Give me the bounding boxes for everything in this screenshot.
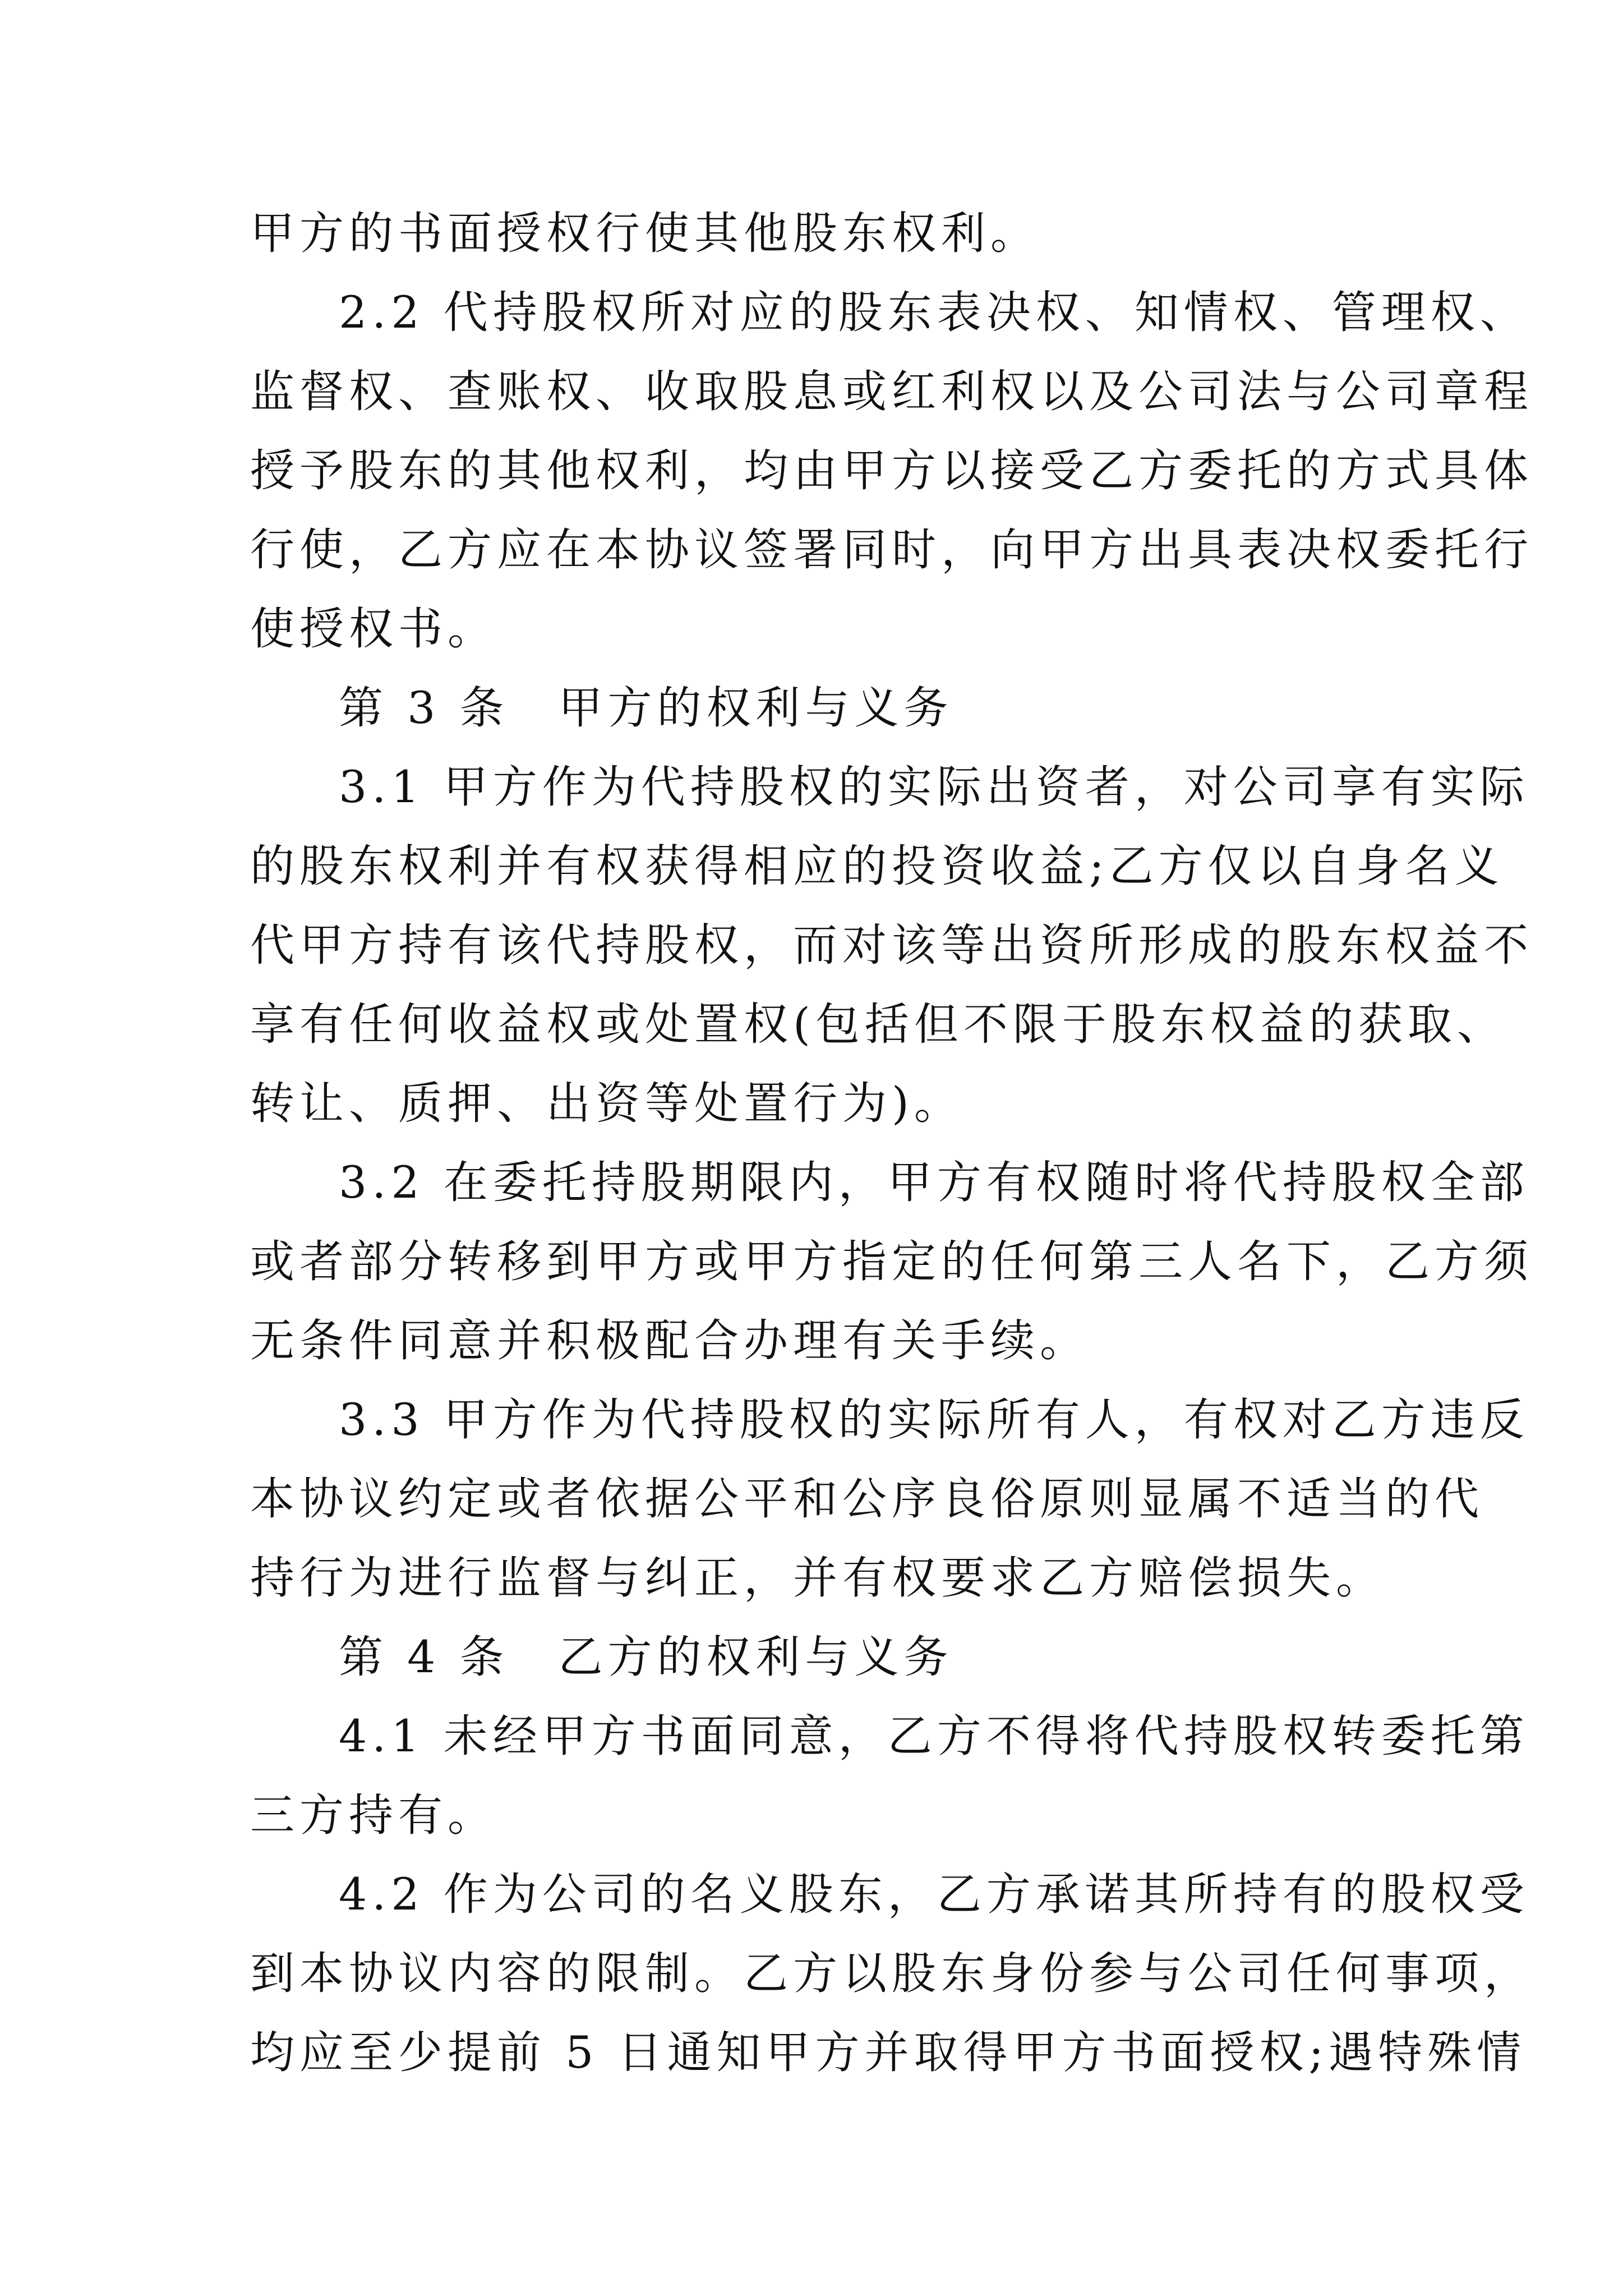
text-line: 转让、质押、出资等处置行为)。 xyxy=(250,1078,963,1129)
text-line: 授予股东的其他权利，均由甲方以接受乙方委托的方式具体 xyxy=(250,445,1533,496)
text-line: 甲方的书面授权行使其他股东权利。 xyxy=(250,208,1040,259)
text-line: 或者部分转移到甲方或甲方指定的任何第三人名下，乙方须 xyxy=(250,1236,1533,1287)
text-line: 的股东权利并有权获得相应的投资收益;乙方仅以自身名义 xyxy=(250,840,1504,892)
text-line: 3.2 在委托持股期限内，甲方有权随时将代持股权全部 xyxy=(339,1157,1529,1208)
text-line: 均应至少提前 5 日通知甲方并取得甲方书面授权;遇特殊情 xyxy=(250,2027,1527,2078)
text-line: 无条件同意并积极配合办理有关手续。 xyxy=(250,1315,1089,1366)
text-line: 使授权书。 xyxy=(250,603,497,655)
text-line: 3.3 甲方作为代持股权的实际所有人，有权对乙方违反 xyxy=(339,1394,1529,1446)
text-line: 监督权、查账权、收取股息或红利权以及公司法与公司章程 xyxy=(250,366,1533,417)
text-line: 代甲方持有该代持股权，而对该等出资所形成的股东权益不 xyxy=(250,919,1533,971)
text-line: 3.1 甲方作为代持股权的实际出资者，对公司享有实际 xyxy=(339,761,1529,813)
text-line: 行使，乙方应在本协议签署同时，向甲方出具表决权委托行 xyxy=(250,524,1533,576)
section-heading: 第 3 条 甲方的权利与义务 xyxy=(339,682,953,734)
text-line: 到本协议内容的限制。乙方以股东身份参与公司任何事项， xyxy=(250,1948,1533,1999)
text-line: 4.1 未经甲方书面同意，乙方不得将代持股权转委托第 xyxy=(339,1710,1529,1762)
text-line: 本协议约定或者依据公平和公序良俗原则显属不适当的代 xyxy=(250,1473,1484,1525)
text-line: 4.2 作为公司的名义股东，乙方承诺其所持有的股权受 xyxy=(339,1869,1529,1920)
text-line: 持行为进行监督与纠正，并有权要求乙方赔偿损失。 xyxy=(250,1552,1385,1604)
text-line: 三方持有。 xyxy=(250,1789,497,1841)
text-line: 享有任何收益权或处置权(包括但不限于股东权益的获取、 xyxy=(250,999,1506,1050)
text-line: 2.2 代持股权所对应的股东表决权、知情权、管理权、 xyxy=(339,287,1529,338)
section-heading: 第 4 条 乙方的权利与义务 xyxy=(339,1631,953,1683)
